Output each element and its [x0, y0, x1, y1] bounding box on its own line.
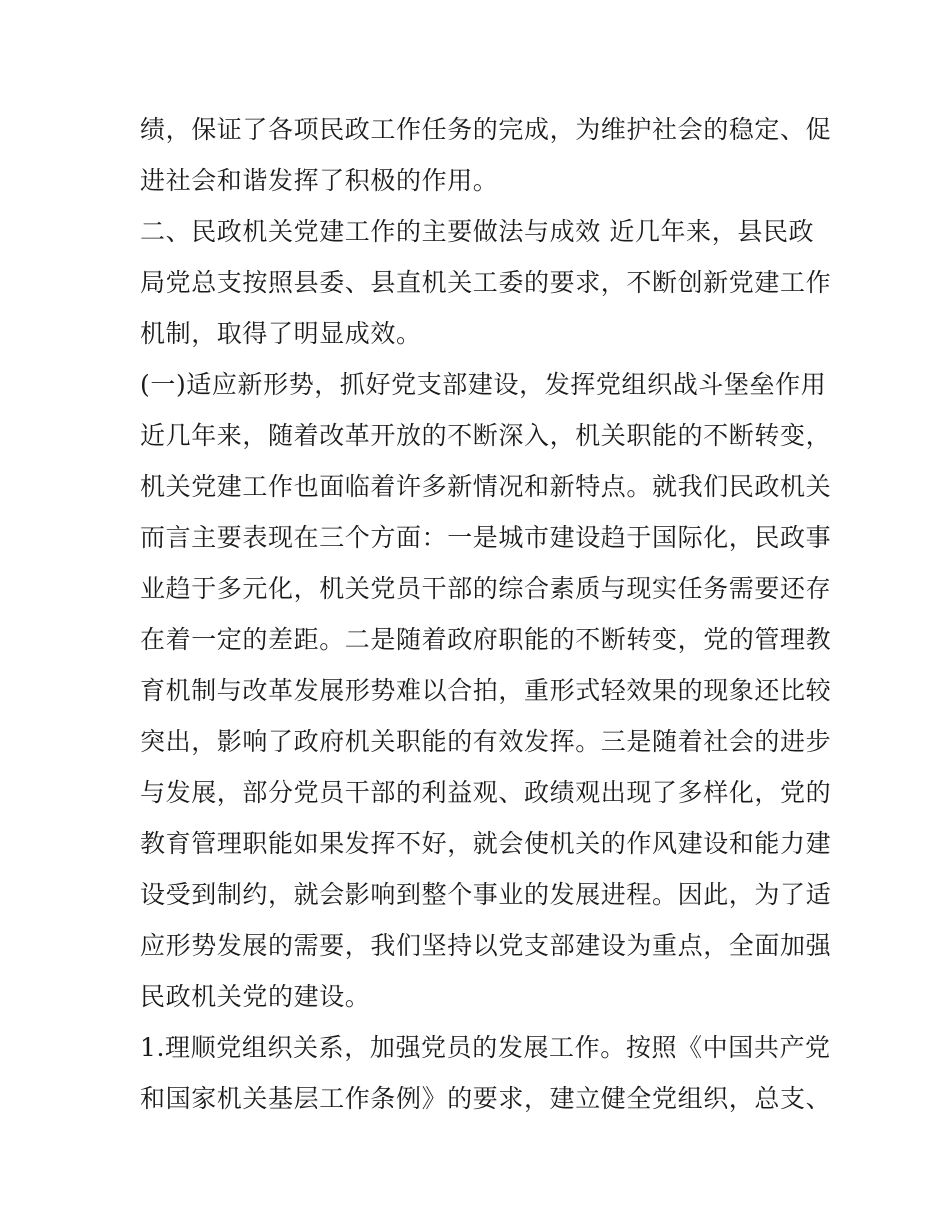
text-line: 绩，保证了各项民政工作任务的完成，为维护社会的稳定、促: [140, 115, 832, 144]
text-line: 应形势发展的需要，我们坚持以党支部建设为重点，全面加强: [140, 931, 832, 960]
numbered-item-line: 1.理顺党组织关系，加强党员的发展工作。按照《中国共产党: [140, 1033, 831, 1062]
text-line: 而言主要表现在三个方面：一是城市建设趋于国际化，民政事: [140, 523, 832, 552]
text-line: 育机制与改革发展形势难以合拍，重形式轻效果的现象还比较: [140, 676, 832, 705]
document-body: [140, 104, 832, 1124]
text-line: 设受到制约，就会影响到整个事业的发展进程。因此，为了适: [140, 880, 832, 909]
text-line: 与发展，部分党员干部的利益观、政绩观出现了多样化，党的: [140, 778, 832, 807]
text-line: 业趋于多元化，机关党员干部的综合素质与现实任务需要还存: [140, 574, 832, 603]
section-heading-line: 二、民政机关党建工作的主要做法与成效 近几年来，县民政: [140, 217, 815, 246]
text-line: 局党总支按照县委、县直机关工委的要求，不断创新党建工作: [140, 268, 832, 297]
text-line: 突出，影响了政府机关职能的有效发挥。三是随着社会的进步: [140, 727, 832, 756]
text-line: 机制，取得了明显成效。: [140, 319, 422, 348]
text-line: 近几年来，随着改革开放的不断深入，机关职能的不断转变，: [140, 421, 832, 450]
text-line: 教育管理职能如果发挥不好，就会使机关的作风建设和能力建: [140, 829, 832, 858]
text-line: 机关党建工作也面临着许多新情况和新特点。就我们民政机关: [140, 472, 832, 501]
text-line: 民政机关党的建设。: [140, 982, 371, 1011]
subsection-heading-line: (一)适应新形势，抓好党支部建设，发挥党组织战斗堡垒作用: [140, 370, 827, 399]
text-line: 在着一定的差距。二是随着政府职能的不断转变，党的管理教: [140, 625, 832, 654]
text-line: 进社会和谐发挥了积极的作用。: [140, 166, 499, 195]
text-line: 和国家机关基层工作条例》的要求，建立健全党组织，总支、: [140, 1084, 832, 1113]
